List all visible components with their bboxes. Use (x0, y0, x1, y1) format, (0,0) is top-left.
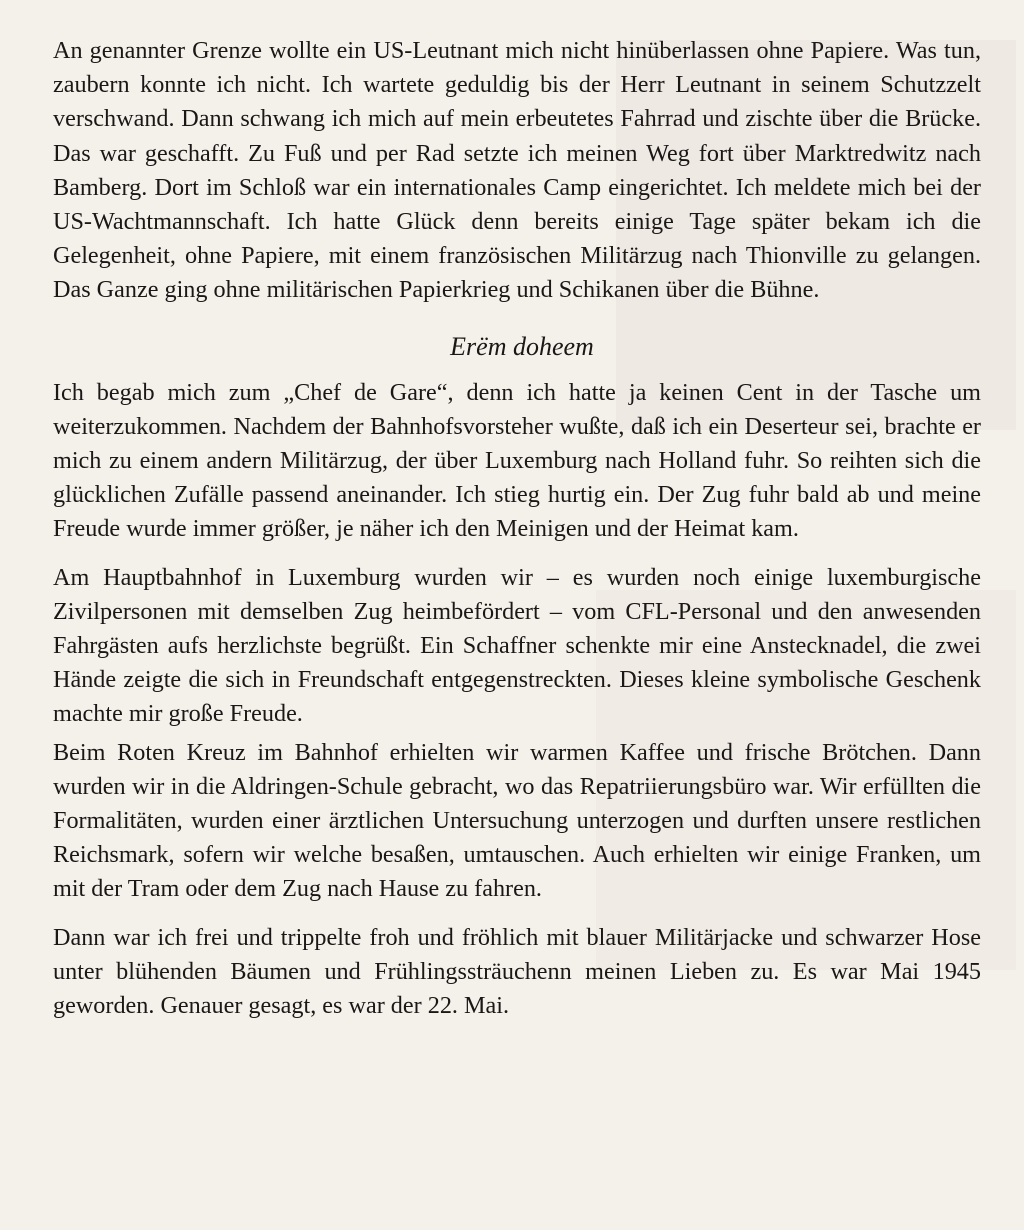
paragraph-rotes-kreuz: Beim Roten Kreuz im Bahnhof erhielten wir warmen Kaffee und frische Brötchen. Dann wurden wir in die Aldringen-Schule gebracht, wo das Repatriierungsbüro war. Wir erfüllten die Formalitäten, wurden einer ärztlichen Untersuchung unterzogen und durften unsere restlichen Reichsmark, sofern wir welche besaßen, umtauschen. Auch erhielten wir einige Franken, um mit der Tram oder dem Zug nach Hause zu fahren. (53, 738, 981, 903)
book-page (53, 34, 981, 1023)
paragraph-chef-de-gare: Ich begab mich zum „Chef de Gare“, denn ich hatte ja keinen Cent in der Tasche um weiterzukommen. Nachdem der Bahnhofsvorsteher wußte, daß ich ein Deserteur sei, brachte er mich zu einem andern Militärzug, der über Luxemburg nach Holland fuhr. So reihten sich die glücklichen Zufälle passend aneinander. Ich stieg hurtig ein. Der Zug fuhr bald ab und meine Freude wurde immer größer, je näher ich den Meinigen und der Heimat kam. (53, 378, 981, 543)
paragraph-frei: Dann war ich frei und trippelte froh und fröhlich mit blauer Militärjacke und schwarzer Hose unter blühenden Bäumen und Frühlingssträuchenn meinen Lieben zu. Es war Mai 1945 geworden. Genauer gesagt, es war der 22. Mai. (53, 923, 981, 1020)
section-heading: Erëm doheem (450, 331, 594, 361)
paragraph-hauptbahnhof: Am Hauptbahnhof in Luxemburg wurden wir – es wurden noch einige luxemburgische Zivilpersonen mit demselben Zug heimbefördert – vom CFL-Personal und den anwesenden Fahrgästen aufs herzlichste begrüßt. Ein Schaffner schenkte mir eine Anstecknadel, die zwei Hände zeigte die sich in Freundschaft entgegenstreckten. Dieses kleine symbolische Geschenk machte mir große Freude. (53, 563, 981, 728)
paragraph-grenze: An genannter Grenze wollte ein US-Leutnant mich nicht hinüberlassen ohne Papiere. Was tun, zaubern konnte ich nicht. Ich wartete geduldig bis der Herr Leutnant in seinem Schutzzelt verschwand. Dann schwang ich mich auf mein erbeutetes Fahrrad und zischte über die Brücke. Das war geschafft. Zu Fuß und per Rad setzte ich meinen Weg fort über Marktredwitz nach Bamberg. Dort im Schloß war ein internationales Camp eingerichtet. Ich meldete mich bei der US-Wachtmannschaft. Ich hatte Glück denn bereits einige Tage später bekam ich die Gelegenheit, ohne Papiere, mit einem französischen Militärzug nach Thionville zu gelangen. Das Ganze ging ohne militärischen Papierkrieg und Schikanen über die Bühne. (53, 37, 981, 304)
